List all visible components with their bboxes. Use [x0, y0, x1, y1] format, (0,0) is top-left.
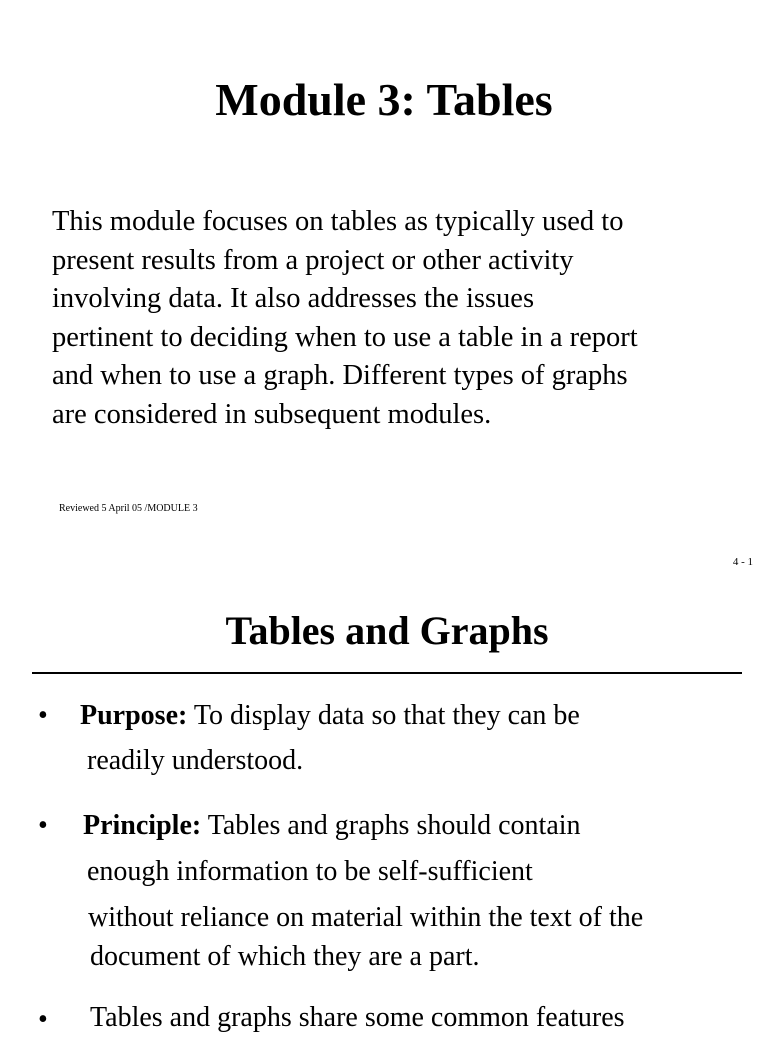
module-description — [52, 203, 752, 435]
bullet-label: Purpose: — [80, 700, 188, 731]
description-line: and when to use a graph. Different types of graphs — [52, 360, 628, 392]
bullet-text: Tables and graphs should contain — [201, 810, 581, 841]
bullet-text: Tables and graphs share some common features — [90, 1002, 625, 1033]
bullet-label: Principle: — [83, 810, 202, 841]
bullet-text: To display data so that they can be — [187, 700, 580, 731]
bullet-text: without reliance on material within the text of the — [88, 902, 644, 933]
bullet-icon: • — [38, 700, 48, 731]
description-line: This module focuses on tables as typically used to — [52, 206, 624, 237]
bullet-text: document of which they are a part. — [90, 941, 480, 972]
bullet-icon: • — [38, 810, 48, 841]
bullet-purpose-line — [80, 699, 580, 733]
bullet-icon: • — [38, 1004, 48, 1035]
bullet-text: enough information to be self-sufficient — [87, 856, 533, 887]
page-number: 4 - 1 — [732, 556, 753, 568]
description-line: pertinent to deciding when to use a table in a report — [52, 321, 638, 353]
section-title: Tables and Graphs — [225, 608, 549, 653]
description-line: involving data. It also addresses the issues — [52, 283, 535, 315]
description-line: are considered in subsequent modules. — [52, 398, 492, 430]
bullet-principle-line — [83, 809, 581, 843]
title-divider — [32, 672, 742, 674]
slide-title: Module 3: Tables — [215, 74, 553, 125]
description-line: present results from a project or other activity — [52, 244, 574, 276]
review-note: Reviewed 5 April 05 /MODULE 3 — [59, 503, 198, 514]
bullet-text: readily understood. — [87, 745, 304, 776]
